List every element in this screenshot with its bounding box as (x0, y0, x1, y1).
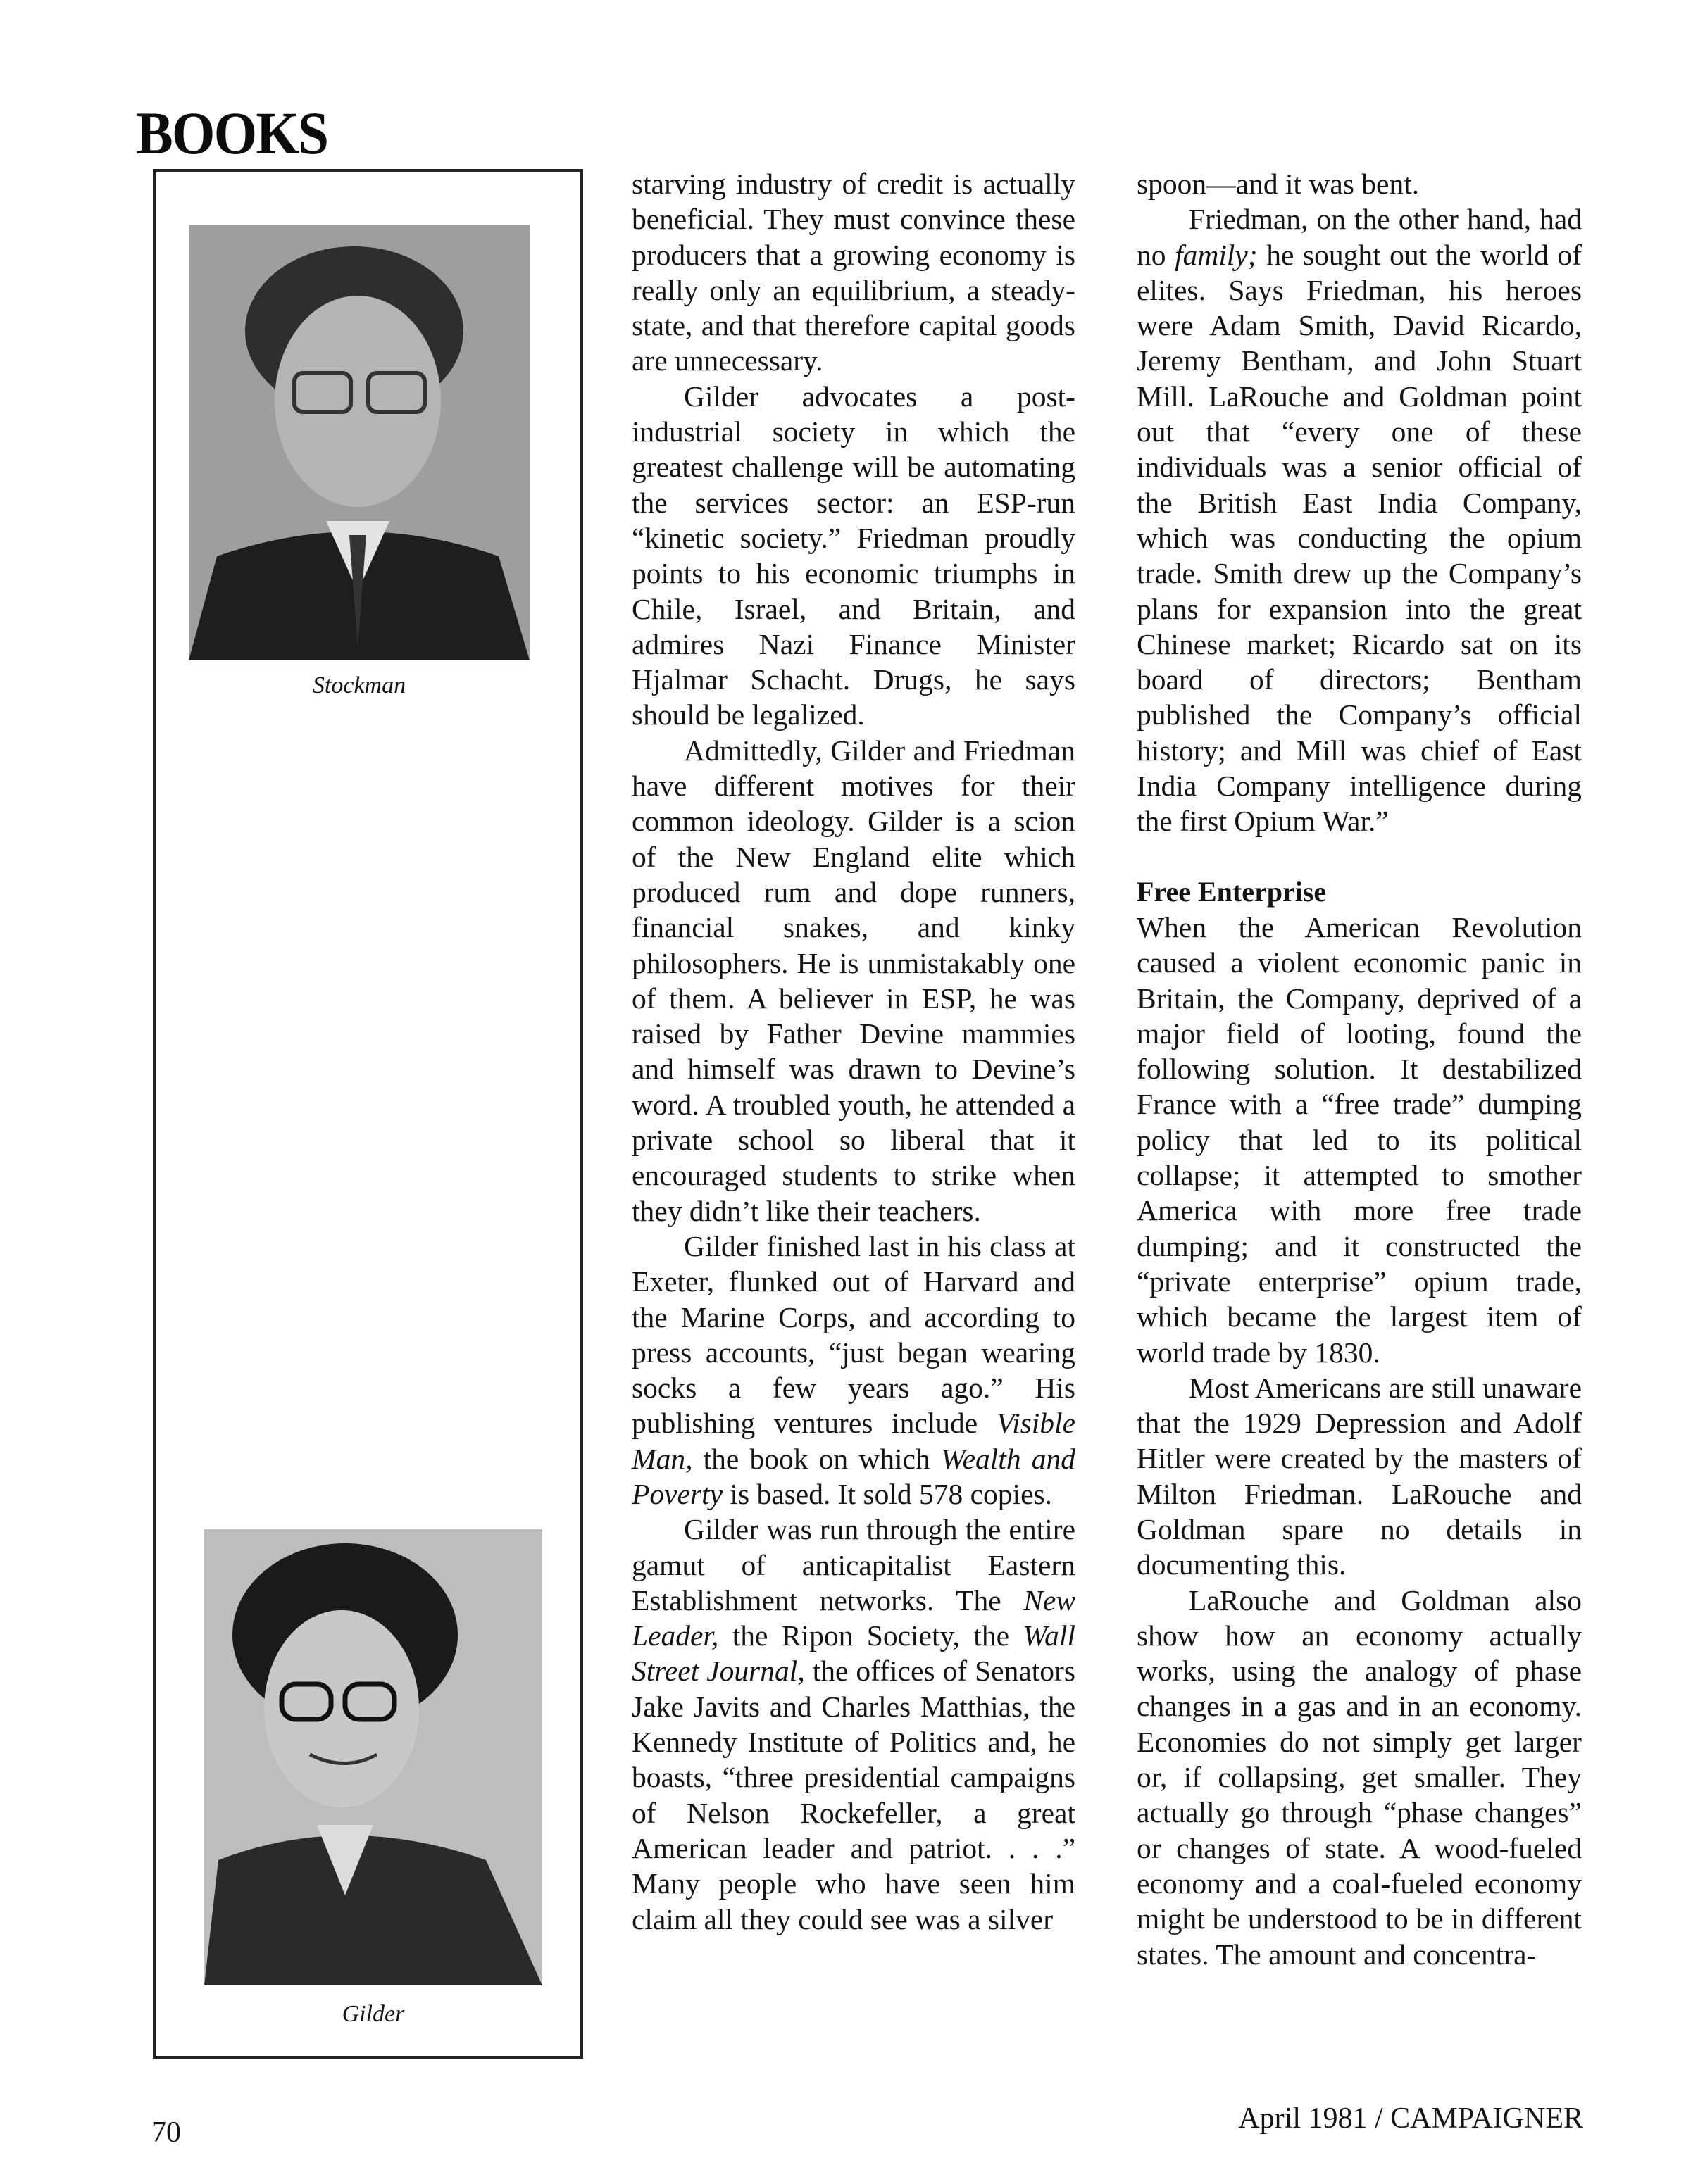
text-run: the Ripon Society, the (718, 1619, 1023, 1652)
text-run: is based. It sold 578 copies. (723, 1477, 1053, 1510)
text-run: he sought out the world of elites. Says Friedman, his heroes were Adam Smith, David Ricardo, Jeremy Bentham, and John Stuart Mill. LaRouche and Goldman point out that “every one of these individuals was a senior official of the British East India Company, which was conducting the opium trade. Smith drew up the Company’s plans for expansion into the great Chinese market; Ricardo sat on its board of directors; Bentham published the Company’s official history; and Mill was chief of East India Company intelligence during the first Opium War.” (1137, 238, 1582, 838)
text-run: Gilder finished last in his class at Exeter, flunked out of Harvard and the Marine Corps, and according to press accounts, “just began wearing socks a few years ago.” His publishing ventures include (632, 1229, 1075, 1440)
paragraph: Most Americans are still unaware that the 1929 Depression and Adolf Hitler were created by the masters of Milton Friedman. LaRouche and Goldman spare no details in documenting this. (1137, 1371, 1582, 1581)
publication-title: Wall Street Journal, (632, 1619, 1075, 1688)
text-run: Friedman, on the other hand, had no (1137, 203, 1582, 271)
paragraph: spoon—and it was bent. (1137, 168, 1420, 200)
paragraph (632, 1512, 1075, 1937)
text-run: Gilder was run through the entire gamut of anticapitalist Eastern Establishment networks. The (632, 1513, 1075, 1617)
subheading: Free Enterprise (1137, 875, 1327, 908)
spacer (1137, 839, 1582, 874)
book-title: Wealth and Poverty (632, 1442, 1075, 1510)
publication-title: New Leader, (632, 1583, 1075, 1652)
text-run: the offices of Senators Jake Javits and Charles Matthias, the Kennedy Institute of Politics and, he boasts, “three presidential campaigns of Nelson Rockefeller, a great American leader and patriot. . . .” Many people who have seen him claim all they could see was a silver (632, 1655, 1075, 1935)
text-column-2 (1137, 166, 1582, 1972)
section-header: BOOKS (136, 99, 328, 167)
paragraph: Gilder advocates a post-industrial society in which the greatest challenge will be automating the services sector: an ESP-run “kinetic society.” Friedman proudly points to his economic triumphs in Chile, Israel, and Britain, and admires Nazi Finance Minister Hjalmar Schacht. Drugs, he says should be legalized. (632, 379, 1075, 732)
book-title: Visible Man, (632, 1407, 1075, 1475)
stockman-caption: Stockman (312, 672, 406, 698)
text-run: the book on which (692, 1442, 941, 1475)
stockman-photo (189, 225, 530, 660)
paragraph: LaRouche and Goldman also show how an economy actually works, using the analogy of phase changes in a gas and in an economy. Economies do not simply get larger or, if collapsing, get smaller. They actually go through “phase changes” or changes of state. A wood-fueled economy and a coal-fueled economy might be understood to be in different states. The amount and concentra- (1137, 1583, 1582, 1971)
text-column-1 (632, 166, 1075, 1937)
emphasis: family; (1175, 238, 1258, 271)
paragraph: Admittedly, Gilder and Friedman have different motives for their common ideology. Gilder is a scion of the New England elite which produced rum and dope runners, financial snakes, and kinky philosophers. He is unmistakably one of them. A believer in ESP, he was raised by Father Devine mammies and himself was drawn to Devine’s word. A troubled youth, he attended a private school so liberal that it encouraged students to strike when they didn’t like their teachers. (632, 734, 1075, 1227)
page-number: 70 (151, 2116, 181, 2149)
paragraph (1137, 201, 1582, 839)
paragraph: starving industry of credit is actually beneficial. They must convince these producers that a growing economy is really only an equilibrium, a steady-state, and that therefore capital goods are unnecessary. (632, 168, 1075, 377)
issue-info: April 1981 / CAMPAIGNER (1238, 2102, 1583, 2135)
gilder-photo (204, 1529, 542, 1985)
paragraph (632, 1229, 1075, 1512)
paragraph: When the American Revolution caused a violent economic panic in Britain, the Company, deprived of a major field of looting, found the following solution. It destabilized France with a “free trade” dumping policy that led to its political collapse; it attempted to smother America with more free trade dumping; and it constructed the “private enterprise” opium trade, which became the largest item of world trade by 1830. (1137, 910, 1582, 1369)
gilder-caption: Gilder (342, 2001, 405, 2027)
